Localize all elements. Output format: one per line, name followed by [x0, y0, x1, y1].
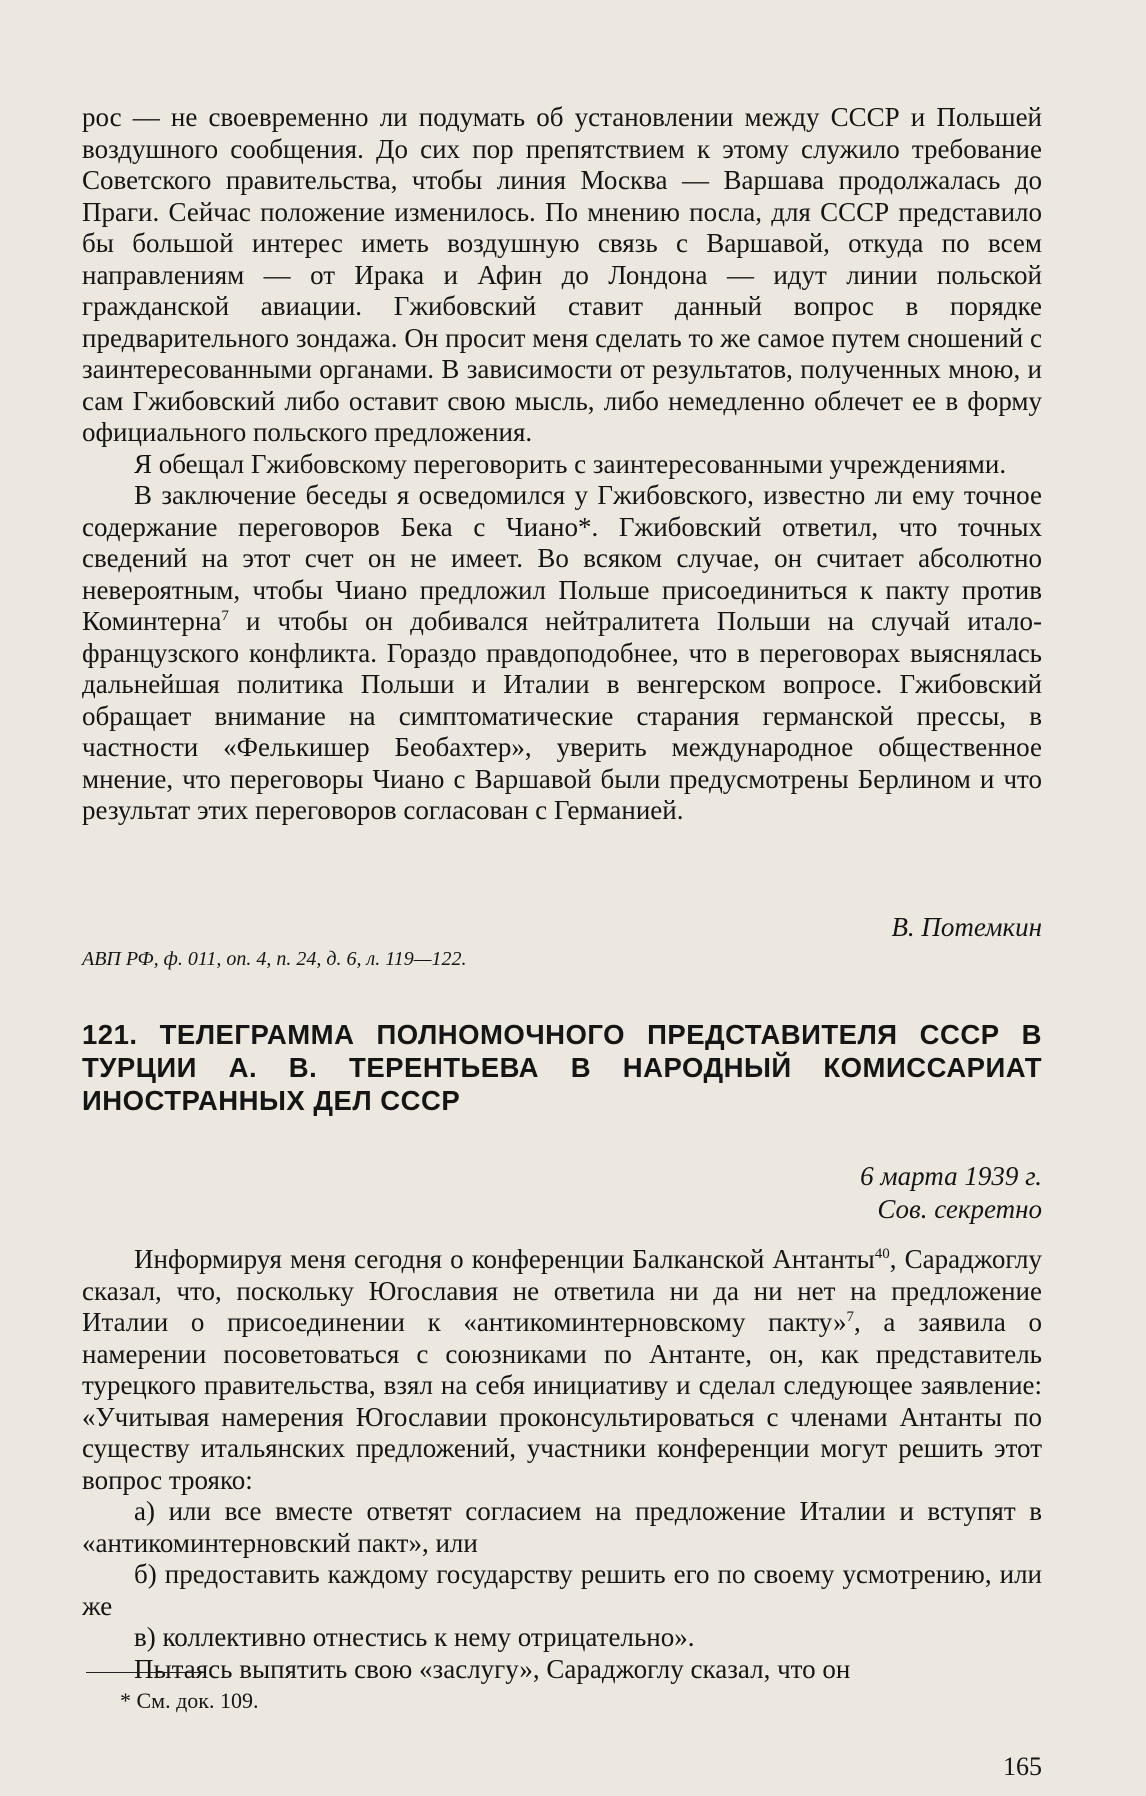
- footnote-divider: [86, 1672, 204, 1673]
- list-item: а) или все вместе ответят согласием на предложение Италии и вступят в «антикоминтерновский пакт», или: [82, 1496, 1042, 1558]
- paragraph: [82, 480, 1042, 827]
- paragraph: рос — не своевременно ли подумать об установлении между СССР и Польшей воздушного сообщения. До сих пор препятствием к этому служило требование Советского правительства, чтобы линия Москва — Варшава продолжалась до Праги. Сейчас положение изменилось. По мнению посла, для СССР представило бы большой интерес иметь воздушную связь с Варшавой, откуда по всем направлениям — от Ирака и Афин до Лондона — идут линии польской гражданской авиации. Гжибовский ставит данный вопрос в порядке предварительного зондажа. Он просит меня сделать то же самое путем сношений с заинтересованными органами. В зависимости от результатов, полученных мною, и сам Гжибовский либо оставит свою мысль, либо немедленно облечет ее в форму официального польского предложения.: [82, 102, 1042, 447]
- date-block: [860, 1160, 1042, 1226]
- footnote-ref: 7: [846, 1309, 854, 1325]
- text-run: , а заявила о намерении посоветоваться с союзниками по Антанте, он, как представитель турецкого правительства, взял на себя инициативу и сделал следующее заявление: «Учитывая намерения Югославии проконсультироваться с членами Антанты по существу итальянских предложений, участники конференции могут решить этот вопрос трояко:: [82, 1307, 1042, 1495]
- paragraph: [82, 1244, 1042, 1496]
- footnote-ref: 7: [221, 608, 229, 624]
- signature: В. Потемкин: [891, 912, 1042, 942]
- document-date: 6 марта 1939 г.: [860, 1161, 1042, 1191]
- paragraph: Пытаясь выпятить свою «заслугу», Сараджоглу сказал, что он: [134, 1653, 851, 1684]
- list-item: в) коллективно отнестись к нему отрицательно».: [134, 1622, 695, 1652]
- body-text-bottom: [82, 1244, 1042, 1685]
- text-run: , Сараджоглу сказал, что, поскольку Югославия не ответила ни да ни нет на предложение Италии о присоединении к «антикоминтерновскому пакту»: [82, 1244, 1042, 1337]
- footnote-ref: 40: [874, 1246, 890, 1262]
- paragraph: Я обещал Гжибовскому переговорить с заинтересованными учреждениями.: [134, 448, 1007, 479]
- document-heading: 121. ТЕЛЕГРАММА ПОЛНОМОЧНОГО ПРЕДСТАВИТЕЛЯ СССР В ТУРЦИИ А. В. ТЕРЕНТЬЕВА В НАРОДНЫЙ КОМИССАРИАТ ИНОСТРАННЫХ ДЕЛ СССР: [82, 1019, 1042, 1116]
- archive-reference: АВП РФ, ф. 011, оп. 4, п. 24, д. 6, л. 119—122.: [82, 948, 467, 970]
- text-run: Информируя меня сегодня о конференции Балканской Антанты: [134, 1244, 875, 1274]
- footnote: * См. док. 109.: [120, 1688, 259, 1713]
- list-item: б) предоставить каждому государству решить его по своему усмотрению, или же: [82, 1559, 1042, 1621]
- page-number: 165: [1003, 1752, 1042, 1781]
- body-text-top: [82, 102, 1042, 827]
- classification-mark: Сов. секретно: [877, 1194, 1042, 1224]
- text-run: и чтобы он добивался нейтралитета Польши на случай итало-французского конфликта. Гораздо правдоподобнее, что в переговорах выяснялась дальнейшая политика Польши и Италии в венгерском вопросе. Гжибовский обращает внимание на симптоматические старания германской прессы, в частности «Фелькишер Беобахтер», уверить международное общественное мнение, что переговоры Чиано с Варшавой были предусмотрены Берлином и что результат этих переговоров согласован с Германией.: [82, 606, 1042, 825]
- text-run: В заключение беседы я осведомился у Гжибовского, известно ли ему точное содержание переговоров Бека с Чиано*. Гжибовский ответил, что точных сведений на этот счет он не имеет. Во всяком случае, он считает абсолютно невероятным, чтобы Чиано предложил Польше присоединиться к пакту против Коминтерна: [82, 480, 1042, 636]
